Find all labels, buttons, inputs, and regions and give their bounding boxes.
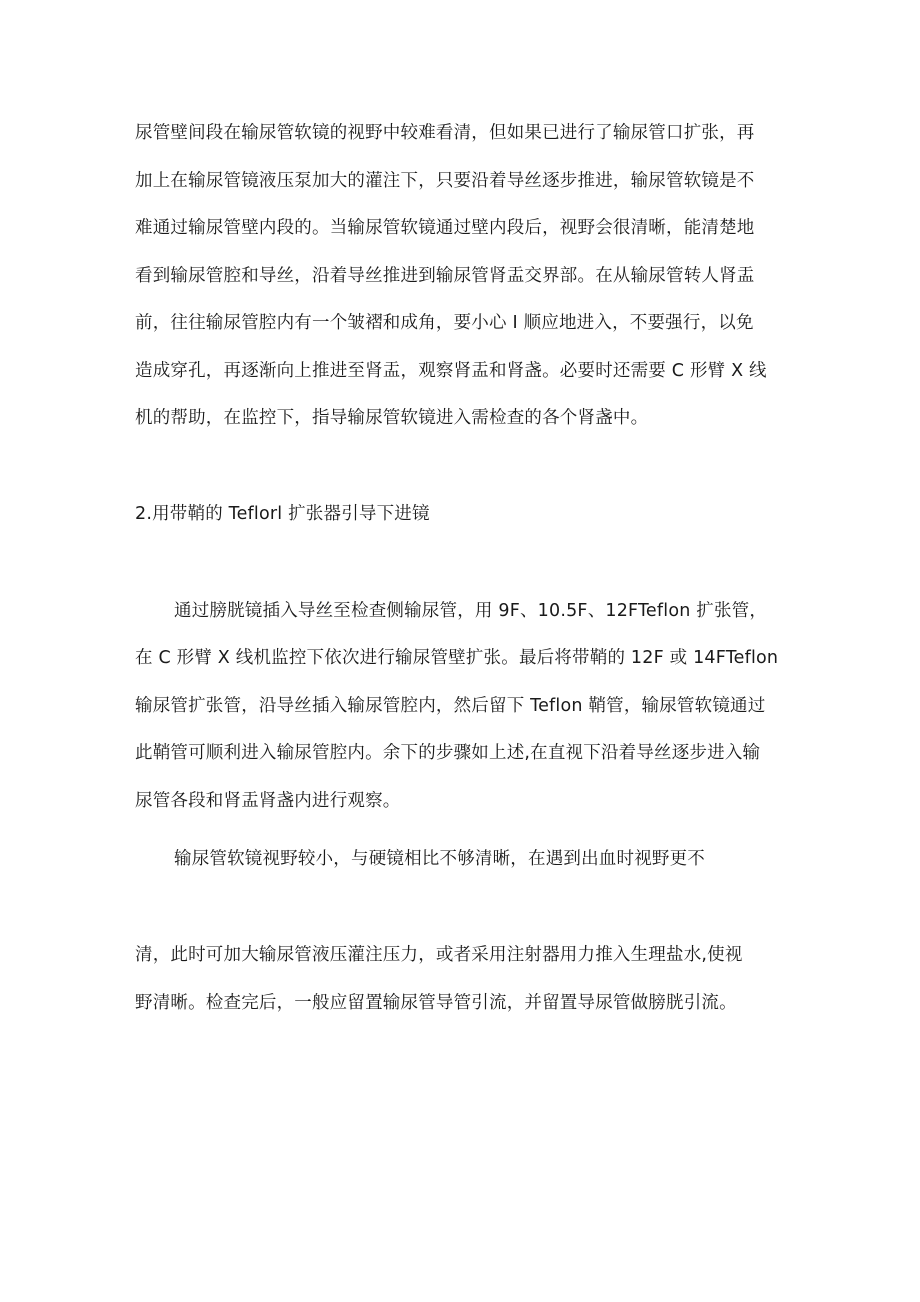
paragraph-2-line-5: 尿管各段和肾盂肾盏内进行观察。 [135, 791, 401, 811]
paragraph-1-line-2: 加上在输尿管镜液压泵加大的灌注下，只要沿着导丝逐步推进，输尿管软镜是不 [135, 171, 755, 191]
paragraph-1-line-3: 难通过输尿管壁内段的。当输尿管软镜通过壁内段后，视野会很清晰，能清楚地 [135, 218, 755, 238]
paragraph-1-line-5: 前，往往输尿管腔内有一个皱褶和成角，要小心 I 顺应地进入，不要强行，以免 [135, 313, 754, 333]
paragraph-1-line-4: 看到输尿管腔和导丝，沿着导丝推进到输尿管肾盂交界部。在从输尿管转人肾盂 [135, 266, 755, 286]
paragraph-4-line-2: 野清晰。检查完后，一般应留置输尿管导管引流，并留置导尿管做膀胱引流。 [135, 993, 737, 1013]
paragraph-4-line-1: 清，此时可加大输尿管液压灌注压力，或者采用注射器用力推入生理盐水,使视 [135, 945, 743, 965]
paragraph-1-line-6: 造成穿孔，再逐渐向上推进至肾盂，观察肾盂和肾盏。必要时还需要 C 形臂 X 线 [135, 361, 767, 381]
paragraph-1-line-7: 机的帮助，在监控下，指导输尿管软镜进入需检查的各个肾盏中。 [135, 408, 649, 428]
section-heading: 2.用带鞘的 Teflorl 扩张器引导下进镜 [135, 504, 430, 524]
paragraph-2-line-4: 此鞘管可顺利进入输尿管腔内。余下的步骤如上述,在直视下沿着导丝逐步进入输 [135, 743, 761, 763]
paragraph-1-line-1: 尿管壁间段在输尿管软镜的视野中较难看清，但如果已进行了输尿管口扩张，再 [135, 123, 755, 143]
paragraph-2-line-1: 通过膀胱镜插入导丝至检查侧输尿管，用 9F、10.5F、12FTeflon 扩张管， [174, 601, 768, 621]
paragraph-3-line-1: 输尿管软镜视野较小，与硬镜相比不够清晰，在遇到出血时视野更不 [174, 849, 705, 869]
paragraph-2-line-2: 在 C 形臂 X 线机监控下依次进行输尿管壁扩张。最后将带鞘的 12F 或 14FTeflon [135, 648, 779, 668]
paragraph-2-line-3: 输尿管扩张管，沿导丝插入输尿管腔内，然后留下 Teflon 鞘管，输尿管软镜通过 [135, 696, 766, 716]
